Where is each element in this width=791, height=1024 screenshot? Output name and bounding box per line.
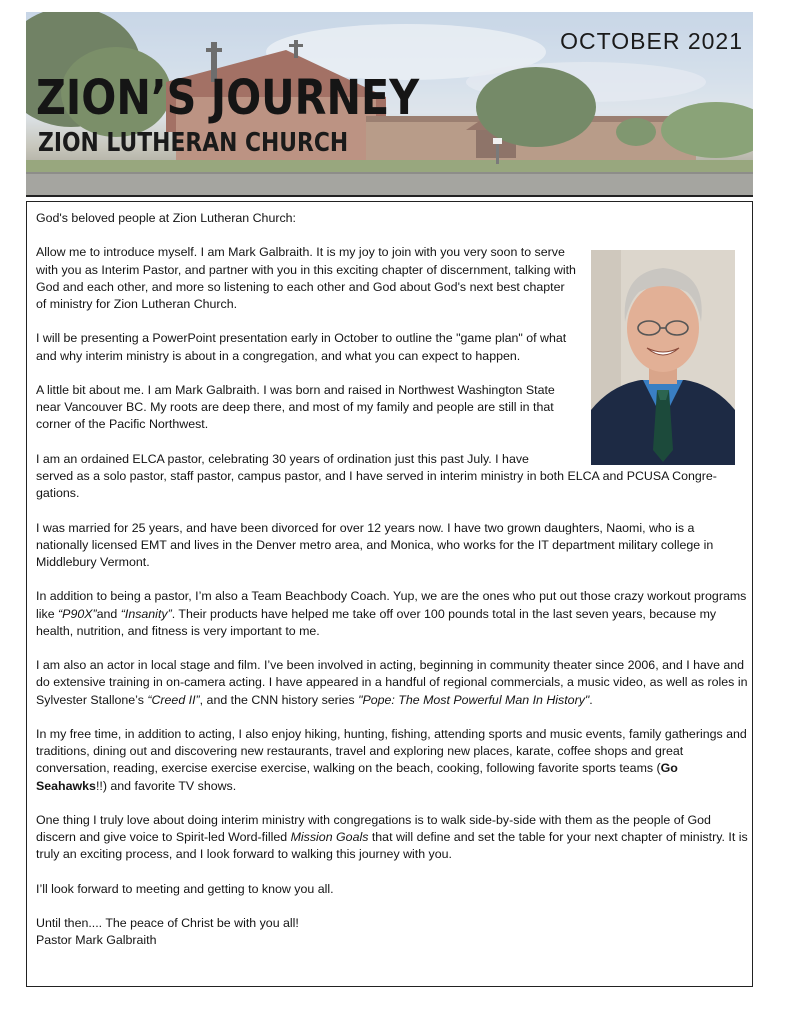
paragraph-free-time bbox=[36, 726, 748, 795]
free-time-text: In my free time, in addition to acting, I also enjoy hiking, hunting, fishing, attending sports and music events, family gatherings and traditions, dining out and discovering new restaurants, travel and exploring new places, karate, coffee shops and great conversation, reading, exercise exercise exercise, walking on the beach, cooking, following favorite sports teams ( bbox=[36, 726, 747, 776]
signoff bbox=[36, 915, 748, 949]
signature: Pastor Mark Galbraith bbox=[36, 933, 157, 948]
beachbody-text: In addition to being a pastor, I’m also a Team Beachbody Coach. Yup, we are the ones who put out those crazy workout programs like bbox=[36, 589, 747, 621]
paragraph-about-me: A little bit about me. I am Mark Galbraith. I was born and raised in Northwest Washington State near Vancouver BC. My roots are deep there, and most of my family and people are still in that corner of the Pacific Northwest. bbox=[36, 382, 555, 432]
acting-text-mid: , and the CNN history series bbox=[199, 692, 359, 707]
letter-body bbox=[36, 210, 748, 950]
paragraph-meeting: I’ll look forward to meeting and getting to know you all. bbox=[36, 881, 334, 896]
header-divider bbox=[26, 195, 753, 197]
mission-goals-text: Mission Goals bbox=[290, 830, 369, 845]
salutation: God's beloved people at Zion Lutheran Church: bbox=[36, 211, 296, 225]
paragraph-acting bbox=[36, 657, 748, 709]
beachbody-text-end: . Their products have helped me take off over 100 pounds total in the last seven years, because my health, nutrition, and fitness is very important to me. bbox=[36, 606, 717, 638]
paragraph-beachbody bbox=[36, 588, 748, 640]
paragraph-interim-ministry bbox=[36, 812, 748, 864]
paragraph-ordination bbox=[36, 451, 748, 503]
interim-text: One thing I truly love about doing interim ministry with congregations is to walk side-by-side with them as the people of God discern and give voice to Spirit-led Word-filled bbox=[36, 812, 711, 845]
issue-date: OCTOBER 2021 bbox=[560, 28, 743, 54]
letter-box bbox=[26, 201, 753, 987]
p90x-title: “P90X” bbox=[58, 606, 97, 621]
seahawks-text: Go Seahawks bbox=[36, 761, 678, 793]
ordination-line-1: I am an ordained ELCA pastor, celebrating 30 years of ordination just this past July. I have bbox=[36, 451, 529, 466]
paragraph-introduction: Allow me to introduce myself. I am Mark Galbraith. It is my joy to join with you very soon to serve with you as Interim Pastor, and partner with you in this exciting chapter of discernment, talking with God and each other, and more so listening to each other and God about God's next best chapter of ministry for Zion Lutheran Church. bbox=[36, 245, 576, 311]
paragraph-family: I was married for 25 years, and have been divorced for over 12 years now. I have two grown daughters, Naomi, who is a nationally licensed EMT and lives in the Denver metro area, and Monica, who works for the IT department military college in Middlebury Vermont. bbox=[36, 520, 714, 569]
pope-title: "Pope: The Most Powerful Man In History" bbox=[358, 692, 590, 707]
closing-line: Until then.... The peace of Christ be with you all! bbox=[36, 916, 299, 931]
paragraph-presentation: I will be presenting a PowerPoint presentation early in October to outline the "game plan" of what and why interim ministry is about in a congregation, and what you can expect to happen. bbox=[36, 331, 567, 363]
free-time-text-end: !!) and favorite TV shows. bbox=[95, 778, 237, 793]
ordination-rest: served as a solo pastor, staff pastor, campus pastor, and I have served in interim ministry in both ELCA and PCUSA Congre-gations. bbox=[36, 468, 717, 501]
insanity-title: “Insanity” bbox=[120, 606, 172, 621]
church-name: ZION LUTHERAN CHURCH bbox=[38, 128, 349, 158]
header-banner bbox=[26, 12, 753, 195]
creed-title: “Creed II” bbox=[147, 692, 200, 707]
beachbody-and: and bbox=[96, 606, 121, 621]
acting-text-end: . bbox=[589, 692, 593, 707]
acting-text: I am also an actor in local stage and film. I’ve been involved in acting, beginning in community theater since 2006, and I have and do extensive training in on-camera acting. I have appeared in a handful of regional commercials, a music video, as well as roles in Sylvester Stallone’s bbox=[36, 658, 748, 707]
newsletter-title: ZION’S JOURNEY bbox=[36, 70, 420, 126]
interim-text-end: that will define and set the table for your next chapter of ministry. It is truly an exciting process, and I look forward to walking this journey with you. bbox=[36, 830, 748, 862]
